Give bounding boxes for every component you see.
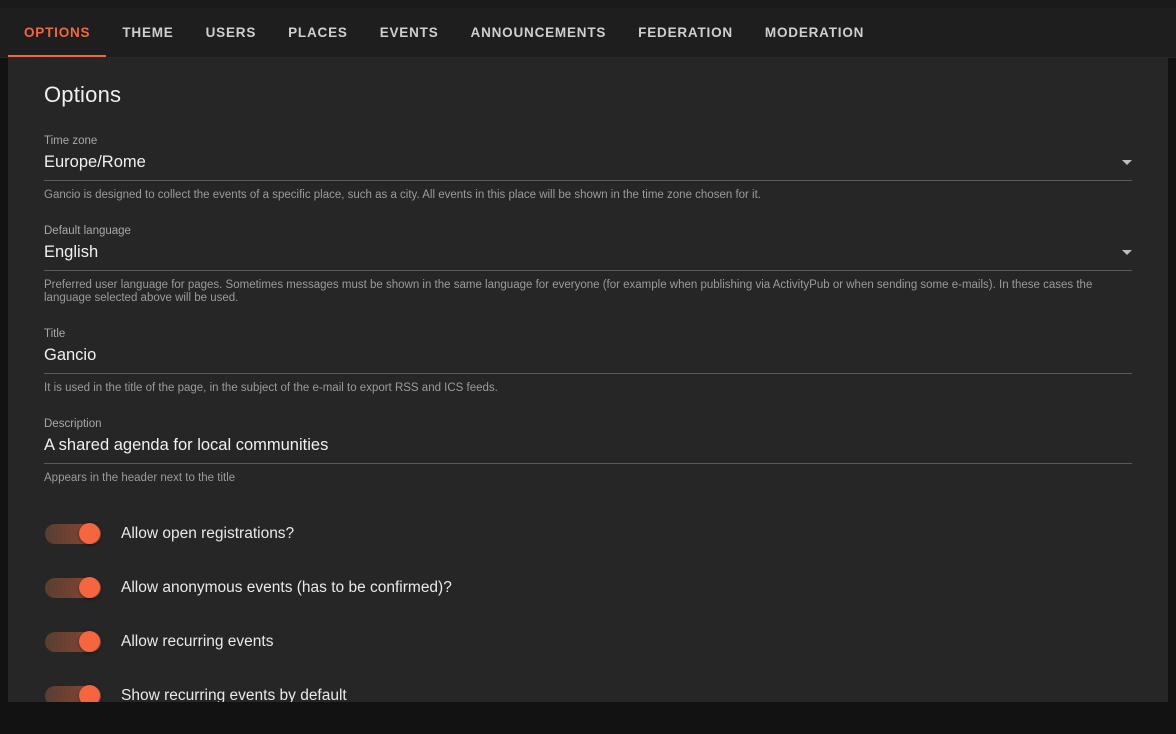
toggle-row-show-recurring-default [44,669,1132,702]
chevron-down-icon[interactable] [1122,160,1132,165]
page-title: Options [44,82,122,107]
field-description [44,417,1132,464]
tab-events[interactable]: EVENTS [364,8,455,57]
toggle-anonymous-events-label: Allow anonymous events (has to be confirmed)? [121,579,452,596]
toggle-open-registrations[interactable] [45,523,101,545]
window-bottom-strip [0,718,1176,734]
description-input-wrap[interactable] [44,435,1132,464]
description-hint: Appears in the header next to the title [44,472,236,484]
toggle-thumb [79,577,100,598]
title-label: Title [44,328,66,340]
tab-moderation[interactable]: MODERATION [749,8,880,57]
window-top-strip [0,0,1176,8]
tab-theme[interactable]: THEME [106,8,189,57]
language-value: English [44,243,99,261]
language-select[interactable] [44,242,1132,271]
field-language [44,224,1132,271]
toggle-thumb [79,523,100,544]
options-panel [8,58,1168,702]
language-hint: Preferred user language for pages. Sometimes messages must be shown in the same language for everyone (for example when publishing via ActivityPub or when sending some e-mails). In these cases the language selected above will be used. [44,279,1093,304]
toggle-show-recurring-default[interactable] [45,685,101,702]
toggle-thumb [79,685,100,702]
toggle-row-recurring-events [44,615,1132,669]
field-timezone [44,134,1132,181]
toggle-row-open-registrations [44,507,1132,561]
timezone-value: Europe/Rome [44,153,146,171]
timezone-hint: Gancio is designed to collect the events of a specific place, such as a city. All events in this place will be shown in the time zone chosen for it. [44,189,761,201]
field-title [44,327,1132,374]
chevron-down-icon[interactable] [1122,250,1132,255]
title-hint: It is used in the title of the page, in the subject of the e-mail to export RSS and ICS feeds. [44,382,498,394]
toggle-thumb [79,631,100,652]
tab-announcements[interactable]: ANNOUNCEMENTS [455,8,623,57]
tab-users[interactable]: USERS [190,8,273,57]
toggle-open-registrations-label: Allow open registrations? [121,525,295,542]
tab-places[interactable]: PLACES [272,8,364,57]
toggle-recurring-events[interactable] [45,631,101,653]
description-input[interactable] [44,435,1132,455]
toggle-show-recurring-default-label: Show recurring events by default [121,687,347,702]
title-input[interactable] [44,345,1132,365]
tab-options[interactable]: OPTIONS [8,8,106,57]
toggle-anonymous-events[interactable] [45,577,101,599]
timezone-select[interactable] [44,152,1132,181]
toggle-recurring-events-label: Allow recurring events [121,633,274,650]
language-label: Default language [44,225,131,237]
admin-tab-bar [0,8,1176,58]
toggle-row-anonymous-events [44,561,1132,615]
description-label: Description [44,418,102,430]
tab-federation[interactable]: FEDERATION [622,8,749,57]
title-input-wrap[interactable] [44,345,1132,374]
timezone-label: Time zone [44,135,98,147]
